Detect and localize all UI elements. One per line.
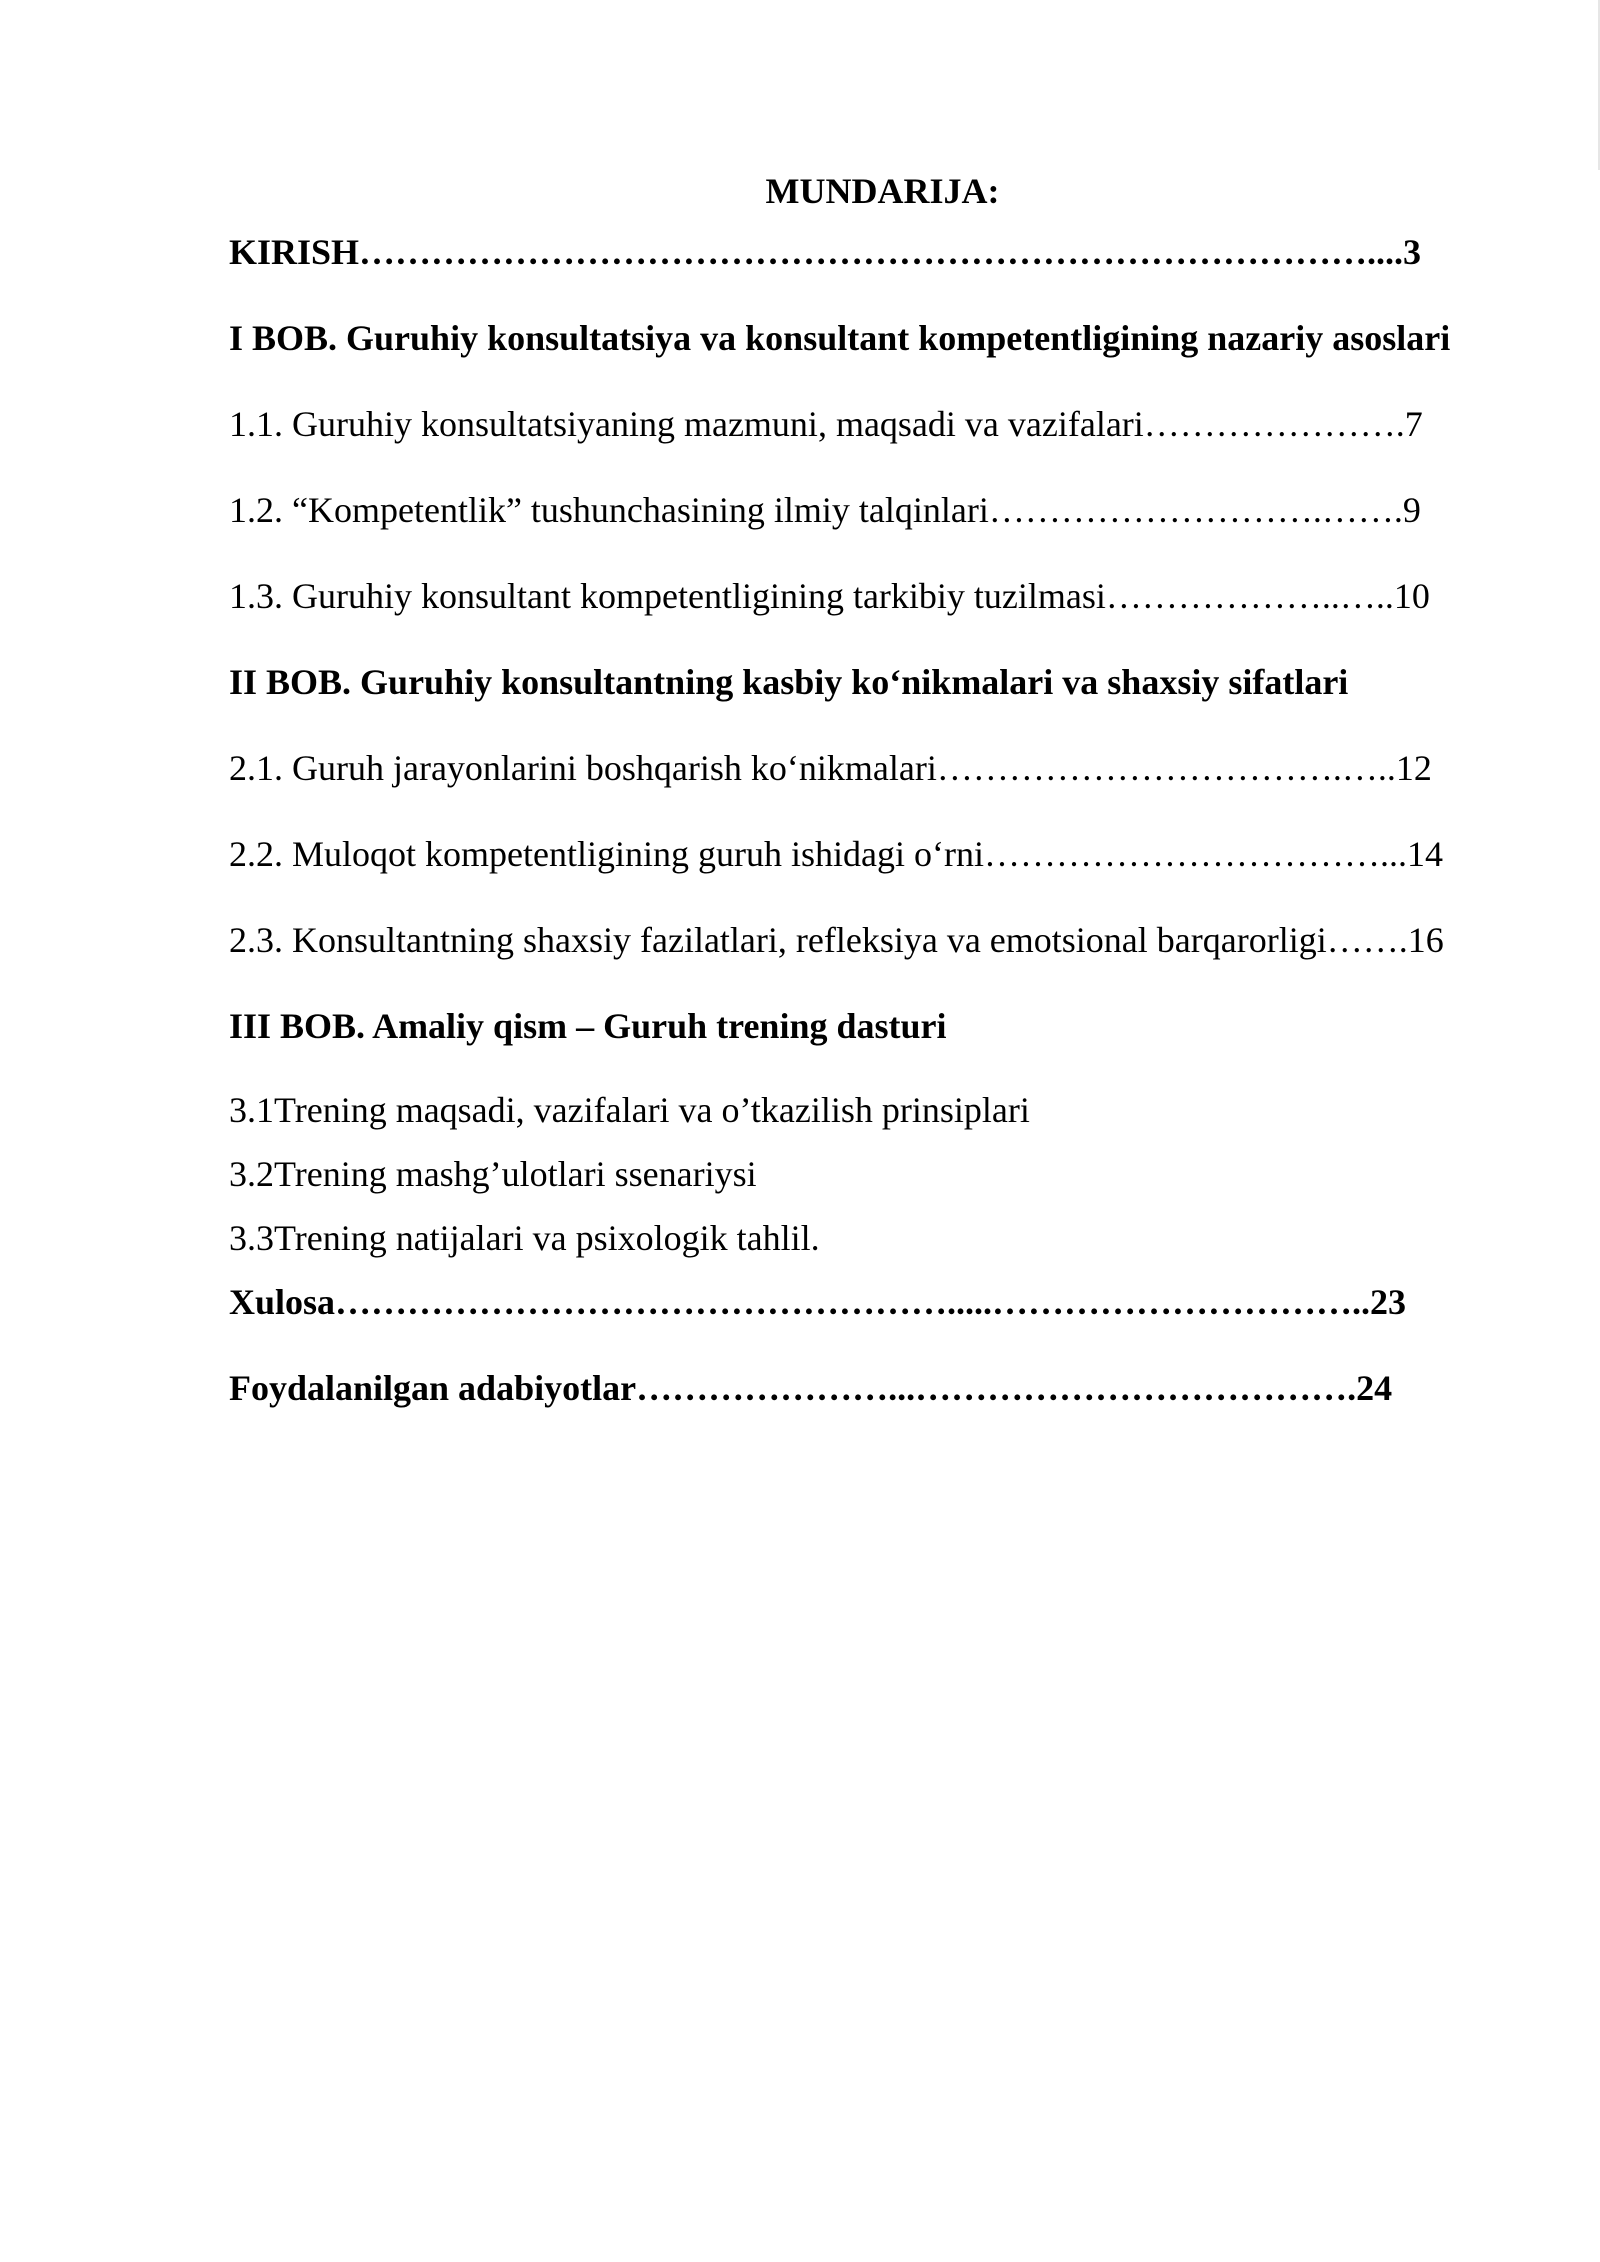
toc-section-3-2: 3.2Trening mashg’ulotlari ssenariysi xyxy=(229,1154,757,1194)
table-of-contents xyxy=(229,168,1486,1420)
toc-section-3-3: 3.3Trening natijalari va psixologik tahlil. xyxy=(229,1218,820,1258)
toc-section-1-2: 1.2. “Kompetentlik” tushunchasining ilmiy talqinlari……………………….…….9 xyxy=(229,490,1421,530)
toc-title: MUNDARIJA: xyxy=(765,171,1000,211)
toc-section-2-3: 2.3. Konsultantning shaxsiy fazilatlari, refleksiya va emotsional barqarorligi…….16 xyxy=(229,920,1444,960)
toc-section-3-1: 3.1Trening maqsadi, vazifalari va o’tkazilish prinsiplari xyxy=(229,1090,1030,1130)
toc-section-2-2: 2.2. Muloqot kompetentligining guruh ishidagi o‘rni……………………………...14 xyxy=(229,834,1443,874)
toc-entry-kirish: KIRISH…………………………………………………………………………....3 xyxy=(229,232,1422,272)
toc-chapter-3: III BOB. Amaliy qism – Guruh trening dasturi xyxy=(229,1006,947,1046)
toc-section-1-3: 1.3. Guruhiy konsultant kompetentligining tarkibiy tuzilmasi………………..…..10 xyxy=(229,576,1430,616)
toc-entry-xulosa: Xulosa…………………………………………….....…………………………..23 xyxy=(229,1282,1407,1322)
toc-chapter-2: II BOB. Guruhiy konsultantning kasbiy ko‘nikmalari va shaxsiy sifatlari xyxy=(229,662,1349,702)
toc-section-2-1: 2.1. Guruh jarayonlarini boshqarish ko‘nikmalari…………………………….…..12 xyxy=(229,748,1432,788)
toc-section-1-1: 1.1. Guruhiy konsultatsiyaning mazmuni, maqsadi va vazifalari………………….7 xyxy=(229,404,1423,444)
toc-chapter-1: I BOB. Guruhiy konsultatsiya va konsultant kompetentligining nazariy asoslari xyxy=(229,318,1451,358)
toc-entry-references: Foydalanilgan adabiyotlar…………………...……………………………….24 xyxy=(229,1368,1393,1408)
